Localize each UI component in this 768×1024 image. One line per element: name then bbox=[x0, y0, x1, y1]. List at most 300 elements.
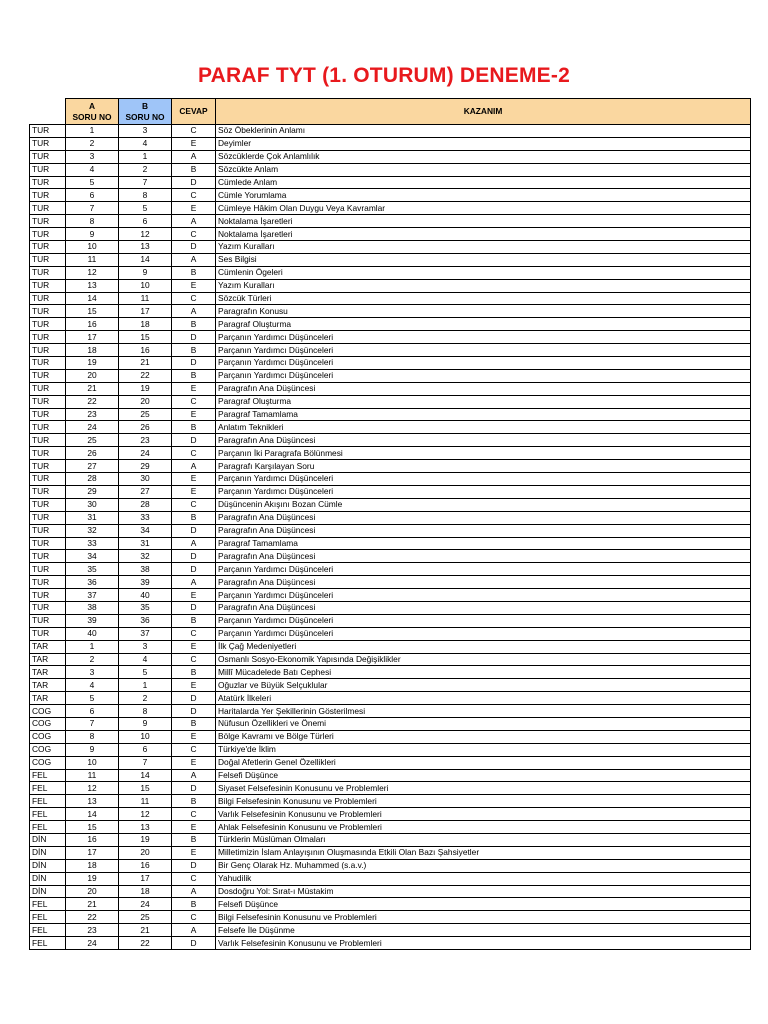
table-row bbox=[30, 137, 751, 150]
a-question-number-cell: 4 bbox=[66, 163, 119, 176]
b-question-number-cell: 7 bbox=[119, 756, 172, 769]
kazanim-cell: Bilgi Felsefesinin Konusunu ve Problemleri bbox=[216, 911, 751, 924]
answer-cell: B bbox=[172, 795, 216, 808]
table-row bbox=[30, 369, 751, 382]
table-row bbox=[30, 846, 751, 859]
answer-cell: E bbox=[172, 382, 216, 395]
subject-cell: TUR bbox=[30, 382, 66, 395]
a-question-number-cell: 17 bbox=[66, 846, 119, 859]
kazanim-cell: Varlık Felsefesinin Konusunu ve Problemleri bbox=[216, 937, 751, 950]
table-row bbox=[30, 434, 751, 447]
header-a-sub-label: SORU NO bbox=[72, 111, 112, 122]
b-question-number-cell: 9 bbox=[119, 717, 172, 730]
table-row bbox=[30, 589, 751, 602]
subject-cell: COG bbox=[30, 705, 66, 718]
a-question-number-cell: 22 bbox=[66, 911, 119, 924]
kazanim-cell: Paragraf Tamamlama bbox=[216, 537, 751, 550]
b-question-number-cell: 22 bbox=[119, 369, 172, 382]
a-question-number-cell: 12 bbox=[66, 782, 119, 795]
subject-cell: TAR bbox=[30, 692, 66, 705]
answer-cell: B bbox=[172, 318, 216, 331]
b-question-number-cell: 24 bbox=[119, 898, 172, 911]
kazanim-cell: Parçanın Yardımcı Düşünceleri bbox=[216, 563, 751, 576]
subject-cell: TUR bbox=[30, 576, 66, 589]
table-row bbox=[30, 679, 751, 692]
subject-cell: DİN bbox=[30, 872, 66, 885]
answer-cell: B bbox=[172, 898, 216, 911]
b-question-number-cell: 13 bbox=[119, 821, 172, 834]
table-row bbox=[30, 382, 751, 395]
a-question-number-cell: 20 bbox=[66, 369, 119, 382]
subject-cell: TUR bbox=[30, 331, 66, 344]
subject-cell: TUR bbox=[30, 253, 66, 266]
a-question-number-cell: 19 bbox=[66, 872, 119, 885]
kazanim-cell: Cümle Yorumlama bbox=[216, 189, 751, 202]
a-question-number-cell: 8 bbox=[66, 215, 119, 228]
answer-cell: B bbox=[172, 833, 216, 846]
kazanim-cell: Parçanın Yardımcı Düşünceleri bbox=[216, 331, 751, 344]
subject-cell: COG bbox=[30, 730, 66, 743]
kazanim-cell: Nüfusun Özellikleri ve Önemi bbox=[216, 717, 751, 730]
subject-cell: DİN bbox=[30, 859, 66, 872]
a-question-number-cell: 25 bbox=[66, 434, 119, 447]
b-question-number-cell: 6 bbox=[119, 215, 172, 228]
kazanim-cell: Paragrafın Ana Düşüncesi bbox=[216, 550, 751, 563]
b-question-number-cell: 14 bbox=[119, 253, 172, 266]
answer-cell: C bbox=[172, 872, 216, 885]
answer-cell: B bbox=[172, 666, 216, 679]
answer-cell: A bbox=[172, 150, 216, 163]
kazanim-cell: Cümlede Anlam bbox=[216, 176, 751, 189]
table-row bbox=[30, 395, 751, 408]
b-question-number-cell: 20 bbox=[119, 395, 172, 408]
kazanim-cell: Bilgi Felsefesinin Konusunu ve Problemleri bbox=[216, 795, 751, 808]
subject-cell: TUR bbox=[30, 150, 66, 163]
subject-cell: COG bbox=[30, 756, 66, 769]
subject-cell: COG bbox=[30, 717, 66, 730]
answer-cell: C bbox=[172, 228, 216, 241]
answer-cell: C bbox=[172, 292, 216, 305]
b-question-number-cell: 13 bbox=[119, 241, 172, 254]
b-question-number-cell: 7 bbox=[119, 176, 172, 189]
table-row bbox=[30, 163, 751, 176]
kazanim-cell: Paragraf Oluşturma bbox=[216, 395, 751, 408]
table-row bbox=[30, 473, 751, 486]
kazanim-cell: Felsefe İle Düşünme bbox=[216, 924, 751, 937]
a-question-number-cell: 30 bbox=[66, 498, 119, 511]
a-question-number-cell: 16 bbox=[66, 318, 119, 331]
answer-cell: B bbox=[172, 614, 216, 627]
subject-cell: FEL bbox=[30, 898, 66, 911]
subject-cell: TUR bbox=[30, 228, 66, 241]
table-row bbox=[30, 769, 751, 782]
table-row bbox=[30, 228, 751, 241]
a-question-number-cell: 16 bbox=[66, 833, 119, 846]
subject-cell: TUR bbox=[30, 357, 66, 370]
b-question-number-cell: 2 bbox=[119, 692, 172, 705]
kazanim-cell: Siyaset Felsefesinin Konusunu ve Problemleri bbox=[216, 782, 751, 795]
answer-cell: D bbox=[172, 434, 216, 447]
a-question-number-cell: 9 bbox=[66, 228, 119, 241]
subject-cell: FEL bbox=[30, 769, 66, 782]
header-b-label: B bbox=[141, 100, 149, 111]
a-question-number-cell: 24 bbox=[66, 421, 119, 434]
subject-cell: DİN bbox=[30, 846, 66, 859]
answer-cell: D bbox=[172, 859, 216, 872]
a-question-number-cell: 10 bbox=[66, 241, 119, 254]
a-question-number-cell: 40 bbox=[66, 627, 119, 640]
kazanim-cell: Paragrafın Ana Düşüncesi bbox=[216, 576, 751, 589]
kazanim-cell: Parçanın Yardımcı Düşünceleri bbox=[216, 369, 751, 382]
kazanim-cell: Parçanın Yardımcı Düşünceleri bbox=[216, 357, 751, 370]
b-question-number-cell: 19 bbox=[119, 382, 172, 395]
b-question-number-cell: 40 bbox=[119, 589, 172, 602]
table-row bbox=[30, 898, 751, 911]
header-a-label: A bbox=[88, 100, 96, 111]
header-b-sub-label: SORU NO bbox=[125, 111, 165, 122]
kazanim-cell: Paragrafın Ana Düşüncesi bbox=[216, 511, 751, 524]
a-question-number-cell: 6 bbox=[66, 189, 119, 202]
a-question-number-cell: 33 bbox=[66, 537, 119, 550]
table-row bbox=[30, 279, 751, 292]
table-row bbox=[30, 730, 751, 743]
b-question-number-cell: 15 bbox=[119, 331, 172, 344]
a-question-number-cell: 10 bbox=[66, 756, 119, 769]
table-row bbox=[30, 292, 751, 305]
kazanim-cell: Sözcükte Anlam bbox=[216, 163, 751, 176]
table-row bbox=[30, 524, 751, 537]
a-question-number-cell: 18 bbox=[66, 859, 119, 872]
answer-cell: C bbox=[172, 125, 216, 138]
a-question-number-cell: 5 bbox=[66, 176, 119, 189]
b-question-number-cell: 8 bbox=[119, 705, 172, 718]
table-row bbox=[30, 795, 751, 808]
table-row bbox=[30, 189, 751, 202]
b-question-number-cell: 20 bbox=[119, 846, 172, 859]
b-question-number-cell: 1 bbox=[119, 679, 172, 692]
answer-cell: B bbox=[172, 163, 216, 176]
answer-cell: C bbox=[172, 911, 216, 924]
a-question-number-cell: 28 bbox=[66, 473, 119, 486]
kazanim-cell: Paragraf Oluşturma bbox=[216, 318, 751, 331]
a-question-number-cell: 8 bbox=[66, 730, 119, 743]
b-question-number-cell: 33 bbox=[119, 511, 172, 524]
answer-cell: D bbox=[172, 937, 216, 950]
table-row bbox=[30, 357, 751, 370]
a-question-number-cell: 12 bbox=[66, 266, 119, 279]
a-question-number-cell: 9 bbox=[66, 743, 119, 756]
kazanim-cell: Parçanın Yardımcı Düşünceleri bbox=[216, 589, 751, 602]
a-question-number-cell: 21 bbox=[66, 382, 119, 395]
answer-cell: C bbox=[172, 743, 216, 756]
table-row bbox=[30, 859, 751, 872]
a-question-number-cell: 7 bbox=[66, 717, 119, 730]
b-question-number-cell: 18 bbox=[119, 885, 172, 898]
table-row bbox=[30, 176, 751, 189]
kazanim-cell: Paragrafın Konusu bbox=[216, 305, 751, 318]
table-row bbox=[30, 202, 751, 215]
a-question-number-cell: 23 bbox=[66, 408, 119, 421]
answer-cell: D bbox=[172, 601, 216, 614]
b-question-number-cell: 34 bbox=[119, 524, 172, 537]
subject-cell: TUR bbox=[30, 460, 66, 473]
table-row bbox=[30, 808, 751, 821]
a-question-number-cell: 35 bbox=[66, 563, 119, 576]
a-question-number-cell: 2 bbox=[66, 653, 119, 666]
b-question-number-cell: 32 bbox=[119, 550, 172, 563]
kazanim-cell: Doğal Afetlerin Genel Özellikleri bbox=[216, 756, 751, 769]
document-title: PARAF TYT (1. OTURUM) DENEME-2 bbox=[198, 64, 570, 87]
subject-cell: TUR bbox=[30, 550, 66, 563]
answer-cell: D bbox=[172, 705, 216, 718]
answer-cell: C bbox=[172, 498, 216, 511]
kazanim-cell: Cümleye Hâkim Olan Duygu Veya Kavramlar bbox=[216, 202, 751, 215]
kazanim-cell: Milletimizin İslam Anlayışının Oluşmasında Etkili Olan Bazı Şahsiyetler bbox=[216, 846, 751, 859]
subject-cell: TUR bbox=[30, 125, 66, 138]
kazanim-cell: Sözcük Türleri bbox=[216, 292, 751, 305]
answer-cell: B bbox=[172, 717, 216, 730]
answer-cell: D bbox=[172, 331, 216, 344]
kazanim-cell: Türkiye'de İklim bbox=[216, 743, 751, 756]
subject-cell: TUR bbox=[30, 395, 66, 408]
b-question-number-cell: 4 bbox=[119, 137, 172, 150]
answer-cell: E bbox=[172, 821, 216, 834]
subject-cell: TUR bbox=[30, 318, 66, 331]
subject-cell: TUR bbox=[30, 421, 66, 434]
answer-cell: B bbox=[172, 266, 216, 279]
table-row bbox=[30, 666, 751, 679]
table-row bbox=[30, 692, 751, 705]
answer-cell: E bbox=[172, 679, 216, 692]
table-row bbox=[30, 408, 751, 421]
b-question-number-cell: 29 bbox=[119, 460, 172, 473]
kazanim-cell: Ses Bilgisi bbox=[216, 253, 751, 266]
answer-cell: E bbox=[172, 756, 216, 769]
answer-cell: C bbox=[172, 447, 216, 460]
subject-cell: TUR bbox=[30, 485, 66, 498]
answer-cell: E bbox=[172, 589, 216, 602]
table-row bbox=[30, 511, 751, 524]
subject-cell: TUR bbox=[30, 614, 66, 627]
a-question-number-cell: 36 bbox=[66, 576, 119, 589]
b-question-number-cell: 10 bbox=[119, 730, 172, 743]
b-question-number-cell: 16 bbox=[119, 859, 172, 872]
answer-cell: E bbox=[172, 137, 216, 150]
kazanim-cell: Yahudilik bbox=[216, 872, 751, 885]
answer-cell: D bbox=[172, 563, 216, 576]
subject-cell: TUR bbox=[30, 589, 66, 602]
answer-cell: D bbox=[172, 550, 216, 563]
b-question-number-cell: 5 bbox=[119, 666, 172, 679]
kazanim-cell: Söz Öbeklerinin Anlamı bbox=[216, 125, 751, 138]
kazanim-cell: Atatürk İlkeleri bbox=[216, 692, 751, 705]
answer-cell: B bbox=[172, 511, 216, 524]
header-b-soru-no bbox=[119, 99, 172, 125]
b-question-number-cell: 38 bbox=[119, 563, 172, 576]
table-row bbox=[30, 331, 751, 344]
b-question-number-cell: 15 bbox=[119, 782, 172, 795]
answer-cell: A bbox=[172, 305, 216, 318]
kazanim-cell: Parçanın Yardımcı Düşünceleri bbox=[216, 627, 751, 640]
a-question-number-cell: 13 bbox=[66, 279, 119, 292]
b-question-number-cell: 8 bbox=[119, 189, 172, 202]
table-row bbox=[30, 872, 751, 885]
kazanim-cell: Paragraf Tamamlama bbox=[216, 408, 751, 421]
subject-cell: TUR bbox=[30, 447, 66, 460]
subject-cell: FEL bbox=[30, 808, 66, 821]
subject-cell: TUR bbox=[30, 266, 66, 279]
answer-cell: E bbox=[172, 279, 216, 292]
kazanim-cell: Noktalama İşaretleri bbox=[216, 215, 751, 228]
kazanim-cell: Osmanlı Sosyo-Ekonomik Yapısında Değişiklikler bbox=[216, 653, 751, 666]
b-question-number-cell: 2 bbox=[119, 163, 172, 176]
kazanim-cell: Varlık Felsefesinin Konusunu ve Problemleri bbox=[216, 808, 751, 821]
kazanim-cell: Noktalama İşaretleri bbox=[216, 228, 751, 241]
b-question-number-cell: 26 bbox=[119, 421, 172, 434]
a-question-number-cell: 15 bbox=[66, 821, 119, 834]
b-question-number-cell: 31 bbox=[119, 537, 172, 550]
table-row bbox=[30, 743, 751, 756]
b-question-number-cell: 17 bbox=[119, 305, 172, 318]
b-question-number-cell: 5 bbox=[119, 202, 172, 215]
header-a-soru-no bbox=[66, 99, 119, 125]
subject-cell: TUR bbox=[30, 137, 66, 150]
subject-cell: COG bbox=[30, 743, 66, 756]
b-question-number-cell: 21 bbox=[119, 357, 172, 370]
kazanim-cell: Parçanın Yardımcı Düşünceleri bbox=[216, 344, 751, 357]
b-question-number-cell: 25 bbox=[119, 911, 172, 924]
table-row bbox=[30, 215, 751, 228]
table-row bbox=[30, 563, 751, 576]
a-question-number-cell: 37 bbox=[66, 589, 119, 602]
table-row bbox=[30, 640, 751, 653]
table-row bbox=[30, 576, 751, 589]
a-question-number-cell: 27 bbox=[66, 460, 119, 473]
a-question-number-cell: 11 bbox=[66, 769, 119, 782]
table-row bbox=[30, 253, 751, 266]
subject-cell: TAR bbox=[30, 679, 66, 692]
subject-cell: TUR bbox=[30, 537, 66, 550]
a-question-number-cell: 7 bbox=[66, 202, 119, 215]
a-question-number-cell: 1 bbox=[66, 640, 119, 653]
subject-cell: TAR bbox=[30, 640, 66, 653]
answer-cell: D bbox=[172, 241, 216, 254]
b-question-number-cell: 22 bbox=[119, 937, 172, 950]
a-question-number-cell: 34 bbox=[66, 550, 119, 563]
a-question-number-cell: 32 bbox=[66, 524, 119, 537]
b-question-number-cell: 25 bbox=[119, 408, 172, 421]
a-question-number-cell: 14 bbox=[66, 808, 119, 821]
b-question-number-cell: 19 bbox=[119, 833, 172, 846]
table-row bbox=[30, 821, 751, 834]
b-question-number-cell: 11 bbox=[119, 795, 172, 808]
answer-cell: A bbox=[172, 253, 216, 266]
header-row bbox=[30, 99, 751, 125]
answer-cell: E bbox=[172, 473, 216, 486]
answer-cell: A bbox=[172, 537, 216, 550]
table-row bbox=[30, 485, 751, 498]
subject-cell: FEL bbox=[30, 795, 66, 808]
a-question-number-cell: 5 bbox=[66, 692, 119, 705]
b-question-number-cell: 30 bbox=[119, 473, 172, 486]
b-question-number-cell: 6 bbox=[119, 743, 172, 756]
a-question-number-cell: 20 bbox=[66, 885, 119, 898]
subject-cell: TUR bbox=[30, 189, 66, 202]
answer-cell: C bbox=[172, 189, 216, 202]
kazanim-cell: Sözcüklerde Çok Anlamlılık bbox=[216, 150, 751, 163]
table-row bbox=[30, 601, 751, 614]
answer-cell: C bbox=[172, 627, 216, 640]
kazanim-cell: Felsefi Düşünce bbox=[216, 898, 751, 911]
kazanim-cell: Türklerin Müslüman Olmaları bbox=[216, 833, 751, 846]
b-question-number-cell: 27 bbox=[119, 485, 172, 498]
b-question-number-cell: 17 bbox=[119, 872, 172, 885]
a-question-number-cell: 4 bbox=[66, 679, 119, 692]
b-question-number-cell: 4 bbox=[119, 653, 172, 666]
table-row bbox=[30, 911, 751, 924]
answer-cell: D bbox=[172, 357, 216, 370]
table-row bbox=[30, 924, 751, 937]
kazanim-cell: Deyimler bbox=[216, 137, 751, 150]
kazanim-cell: Parçanın Yardımcı Düşünceleri bbox=[216, 473, 751, 486]
a-question-number-cell: 14 bbox=[66, 292, 119, 305]
table-row bbox=[30, 885, 751, 898]
table-row bbox=[30, 318, 751, 331]
answer-cell: E bbox=[172, 202, 216, 215]
subject-cell: TUR bbox=[30, 292, 66, 305]
answer-cell: E bbox=[172, 640, 216, 653]
b-question-number-cell: 3 bbox=[119, 125, 172, 138]
a-question-number-cell: 24 bbox=[66, 937, 119, 950]
answer-cell: C bbox=[172, 808, 216, 821]
b-question-number-cell: 36 bbox=[119, 614, 172, 627]
subject-cell: TUR bbox=[30, 241, 66, 254]
subject-cell: TAR bbox=[30, 653, 66, 666]
subject-cell: TUR bbox=[30, 163, 66, 176]
subject-cell: DİN bbox=[30, 885, 66, 898]
answer-cell: A bbox=[172, 460, 216, 473]
subject-cell: TUR bbox=[30, 279, 66, 292]
subject-cell: TUR bbox=[30, 434, 66, 447]
a-question-number-cell: 11 bbox=[66, 253, 119, 266]
subject-cell: FEL bbox=[30, 821, 66, 834]
kazanim-cell: Millî Mücadelede Batı Cephesi bbox=[216, 666, 751, 679]
subject-cell: DİN bbox=[30, 833, 66, 846]
a-question-number-cell: 6 bbox=[66, 705, 119, 718]
a-question-number-cell: 15 bbox=[66, 305, 119, 318]
kazanim-cell: Paragrafın Ana Düşüncesi bbox=[216, 382, 751, 395]
b-question-number-cell: 39 bbox=[119, 576, 172, 589]
a-question-number-cell: 18 bbox=[66, 344, 119, 357]
table-row bbox=[30, 460, 751, 473]
answer-cell: D bbox=[172, 782, 216, 795]
table-row bbox=[30, 305, 751, 318]
table-row bbox=[30, 782, 751, 795]
subject-cell: FEL bbox=[30, 911, 66, 924]
subject-cell: TUR bbox=[30, 305, 66, 318]
answer-cell: D bbox=[172, 524, 216, 537]
header-blank-cell bbox=[30, 99, 66, 125]
subject-cell: TUR bbox=[30, 215, 66, 228]
b-question-number-cell: 28 bbox=[119, 498, 172, 511]
kazanim-cell: Anlatım Teknikleri bbox=[216, 421, 751, 434]
b-question-number-cell: 18 bbox=[119, 318, 172, 331]
table-row bbox=[30, 653, 751, 666]
answer-cell: A bbox=[172, 215, 216, 228]
table-row bbox=[30, 937, 751, 950]
a-question-number-cell: 29 bbox=[66, 485, 119, 498]
subject-cell: TUR bbox=[30, 601, 66, 614]
